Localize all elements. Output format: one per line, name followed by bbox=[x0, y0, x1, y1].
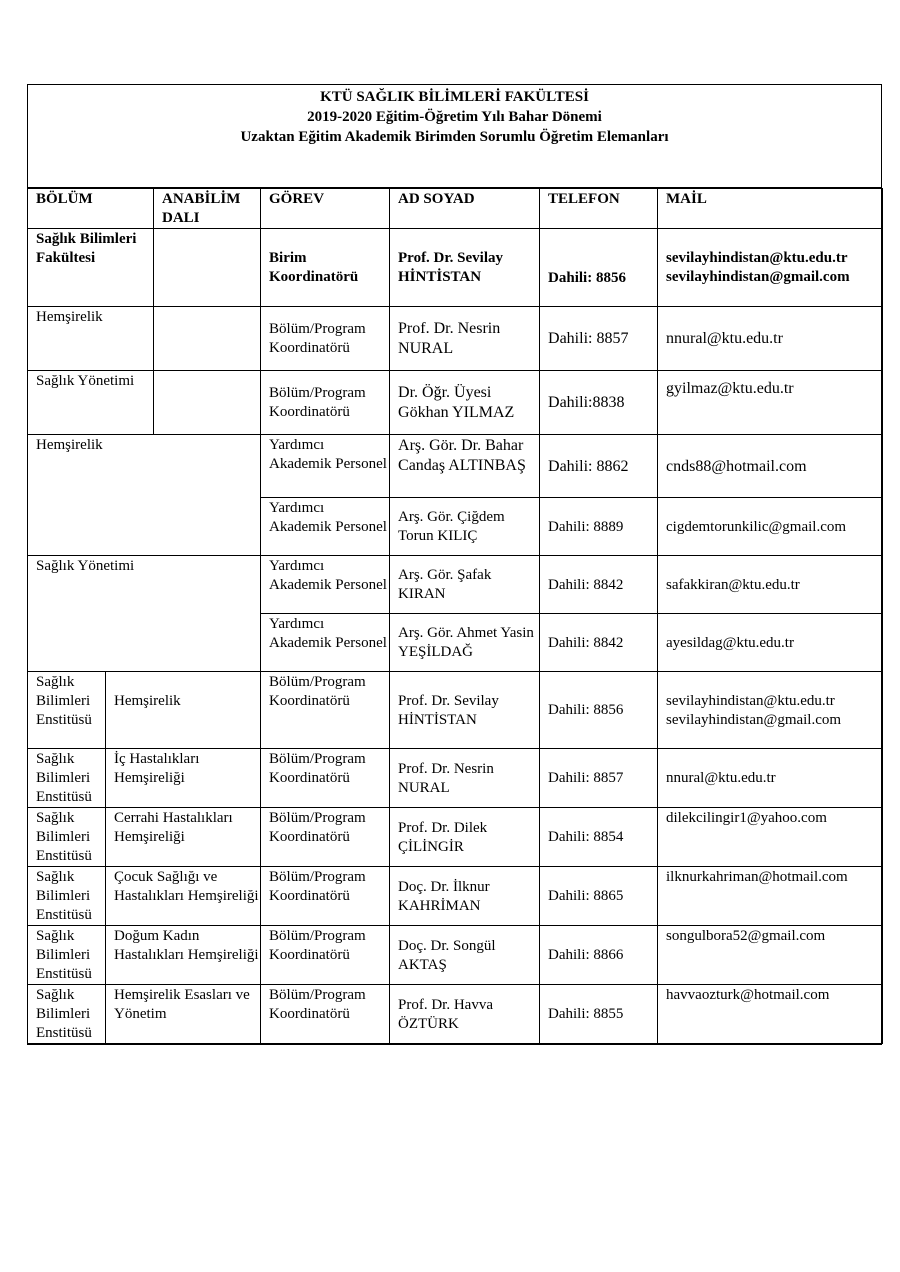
cell-telefon: Dahili: 8889 bbox=[540, 498, 658, 556]
cell-gorev: Birim Koordinatörü bbox=[261, 229, 390, 307]
cell-mail bbox=[658, 672, 883, 749]
cell-bolum: Sağlık Bilimleri Enstitüsü bbox=[28, 926, 106, 985]
mail-primary[interactable]: ayesildag@ktu.edu.tr bbox=[666, 634, 794, 651]
cell-mail bbox=[658, 749, 883, 808]
mail-primary[interactable]: sevilayhindistan@ktu.edu.tr bbox=[666, 250, 848, 266]
cell-bolum: Hemşirelik bbox=[28, 435, 261, 556]
table-row bbox=[28, 556, 883, 614]
cell-ad-soyad: Prof. Dr. Dilek ÇİLİNGİR bbox=[390, 808, 540, 867]
cell-telefon: Dahili: 8862 bbox=[540, 435, 658, 498]
cell-ad-soyad: Prof. Dr. Havva ÖZTÜRK bbox=[390, 985, 540, 1044]
cell-anabilim bbox=[154, 307, 261, 371]
cell-bolum: Sağlık Bilimleri Enstitüsü bbox=[28, 985, 106, 1044]
table-row bbox=[28, 307, 883, 371]
cell-bolum: Sağlık Yönetimi bbox=[28, 556, 261, 672]
mail-primary[interactable]: safakkiran@ktu.edu.tr bbox=[666, 576, 800, 593]
cell-telefon: Dahili: 8842 bbox=[540, 614, 658, 672]
mail-primary[interactable]: cigdemtorunkilic@gmail.com bbox=[666, 518, 847, 535]
header-ad-soyad: AD SOYAD bbox=[390, 189, 540, 229]
mail-primary[interactable]: dilekcilingir1@yahoo.com bbox=[666, 810, 827, 826]
cell-gorev: Bölüm/Program Koordinatörü bbox=[261, 371, 390, 435]
mail-secondary[interactable]: sevilayhindistan@gmail.com bbox=[666, 711, 842, 728]
cell-telefon: Dahili: 8857 bbox=[540, 307, 658, 371]
cell-telefon: Dahili: 8856 bbox=[540, 229, 658, 307]
cell-anabilim: Hemşirelik Esasları ve Yönetim bbox=[106, 985, 261, 1044]
cell-gorev: Bölüm/Program Koordinatörü bbox=[261, 867, 390, 926]
cell-mail bbox=[658, 867, 883, 926]
cell-anabilim bbox=[154, 371, 261, 435]
table-row bbox=[28, 371, 883, 435]
cell-ad-soyad: Arş. Gör. Çiğdem Torun KILIÇ bbox=[390, 498, 540, 556]
document-header bbox=[28, 85, 881, 188]
cell-mail bbox=[658, 498, 883, 556]
cell-ad-soyad: Arş. Gör. Ahmet Yasin YEŞİLDAĞ bbox=[390, 614, 540, 672]
cell-anabilim: İç Hastalıkları Hemşireliği bbox=[106, 749, 261, 808]
cell-ad-soyad: Arş. Gör. Şafak KIRAN bbox=[390, 556, 540, 614]
cell-telefon: Dahili: 8857 bbox=[540, 749, 658, 808]
faculty-title: KTÜ SAĞLIK BİLİMLERİ FAKÜLTESİ bbox=[320, 89, 589, 105]
mail-primary[interactable]: cnds88@hotmail.com bbox=[666, 457, 807, 475]
header-mail: MAİL bbox=[658, 189, 883, 229]
staff-table bbox=[27, 188, 883, 1044]
cell-bolum: Sağlık Bilimleri Fakültesi bbox=[28, 229, 154, 307]
cell-mail bbox=[658, 307, 883, 371]
cell-ad-soyad: Arş. Gör. Dr. Bahar Candaş ALTINBAŞ bbox=[390, 435, 540, 498]
cell-telefon: Dahili: 8842 bbox=[540, 556, 658, 614]
cell-bolum: Sağlık Bilimleri Enstitüsü bbox=[28, 808, 106, 867]
cell-bolum: Sağlık Yönetimi bbox=[28, 371, 154, 435]
table-row bbox=[28, 229, 883, 307]
cell-anabilim: Cerrahi Hastalıkları Hemşireliği bbox=[106, 808, 261, 867]
cell-telefon: Dahili: 8856 bbox=[540, 672, 658, 749]
mail-primary[interactable]: ilknurkahriman@hotmail.com bbox=[666, 869, 848, 885]
table-row bbox=[28, 808, 883, 867]
cell-mail bbox=[658, 229, 883, 307]
table-row bbox=[28, 926, 883, 985]
mail-secondary[interactable]: sevilayhindistan@gmail.com bbox=[666, 269, 850, 285]
cell-gorev: Bölüm/Program Koordinatörü bbox=[261, 749, 390, 808]
cell-bolum: Hemşirelik bbox=[28, 307, 154, 371]
cell-anabilim: Doğum Kadın Hastalıkları Hemşireliği bbox=[106, 926, 261, 985]
header-bolum: BÖLÜM bbox=[28, 189, 154, 229]
cell-gorev: Yardımcı Akademik Personel bbox=[261, 556, 390, 614]
document-subtitle: Uzaktan Eğitim Akademik Birimden Sorumlu Öğretim Elemanları bbox=[240, 129, 669, 145]
cell-gorev: Bölüm/Program Koordinatörü bbox=[261, 307, 390, 371]
cell-anabilim bbox=[154, 229, 261, 307]
cell-ad-soyad: Prof. Dr. Nesrin NURAL bbox=[390, 307, 540, 371]
table-header-row bbox=[28, 189, 883, 229]
mail-primary[interactable]: nnural@ktu.edu.tr bbox=[666, 330, 783, 347]
cell-anabilim: Hemşirelik bbox=[106, 672, 261, 749]
cell-mail bbox=[658, 435, 883, 498]
cell-gorev: Bölüm/Program Koordinatörü bbox=[261, 808, 390, 867]
cell-ad-soyad: Prof. Dr. Sevilay HİNTİSTAN bbox=[390, 229, 540, 307]
mail-primary[interactable]: nnural@ktu.edu.tr bbox=[666, 770, 776, 786]
table-row bbox=[28, 672, 883, 749]
cell-mail bbox=[658, 614, 883, 672]
cell-bolum: Sağlık Bilimleri Enstitüsü bbox=[28, 867, 106, 926]
cell-gorev: Yardımcı Akademik Personel bbox=[261, 498, 390, 556]
cell-ad-soyad: Prof. Dr. Sevilay HİNTİSTAN bbox=[390, 672, 540, 749]
cell-mail bbox=[658, 371, 883, 435]
table-row bbox=[28, 985, 883, 1044]
cell-anabilim: Çocuk Sağlığı ve Hastalıkları Hemşireliği bbox=[106, 867, 261, 926]
cell-mail bbox=[658, 985, 883, 1044]
table-row bbox=[28, 867, 883, 926]
cell-telefon: Dahili: 8865 bbox=[540, 867, 658, 926]
mail-primary[interactable]: songulbora52@gmail.com bbox=[666, 928, 826, 944]
cell-telefon: Dahili: 8854 bbox=[540, 808, 658, 867]
cell-mail bbox=[658, 926, 883, 985]
cell-telefon: Dahili: 8855 bbox=[540, 985, 658, 1044]
cell-gorev: Bölüm/Program Koordinatörü bbox=[261, 926, 390, 985]
table-row bbox=[28, 435, 883, 498]
table-row bbox=[28, 749, 883, 808]
cell-ad-soyad: Doç. Dr. İlknur KAHRİMAN bbox=[390, 867, 540, 926]
cell-ad-soyad: Dr. Öğr. Üyesi Gökhan YILMAZ bbox=[390, 371, 540, 435]
staff-document bbox=[27, 84, 882, 1045]
mail-primary[interactable]: gyilmaz@ktu.edu.tr bbox=[666, 380, 794, 397]
cell-gorev: Bölüm/Program Koordinatörü bbox=[261, 672, 390, 749]
header-telefon: TELEFON bbox=[540, 189, 658, 229]
cell-bolum: Sağlık Bilimleri Enstitüsü bbox=[28, 749, 106, 808]
header-gorev: GÖREV bbox=[261, 189, 390, 229]
cell-mail bbox=[658, 808, 883, 867]
cell-bolum: Sağlık Bilimleri Enstitüsü bbox=[28, 672, 106, 749]
mail-primary[interactable]: havvaozturk@hotmail.com bbox=[666, 987, 830, 1003]
mail-primary[interactable]: sevilayhindistan@ktu.edu.tr bbox=[666, 692, 835, 709]
term-title: 2019-2020 Eğitim-Öğretim Yılı Bahar Dönemi bbox=[307, 109, 602, 125]
cell-gorev: Yardımcı Akademik Personel bbox=[261, 435, 390, 498]
cell-gorev: Bölüm/Program Koordinatörü bbox=[261, 985, 390, 1044]
header-anabilim: ANABİLİM DALI bbox=[154, 189, 261, 229]
cell-mail bbox=[658, 556, 883, 614]
cell-ad-soyad: Doç. Dr. Songül AKTAŞ bbox=[390, 926, 540, 985]
cell-telefon: Dahili: 8866 bbox=[540, 926, 658, 985]
cell-gorev: Yardımcı Akademik Personel bbox=[261, 614, 390, 672]
cell-telefon: Dahili:8838 bbox=[540, 371, 658, 435]
cell-ad-soyad: Prof. Dr. Nesrin NURAL bbox=[390, 749, 540, 808]
